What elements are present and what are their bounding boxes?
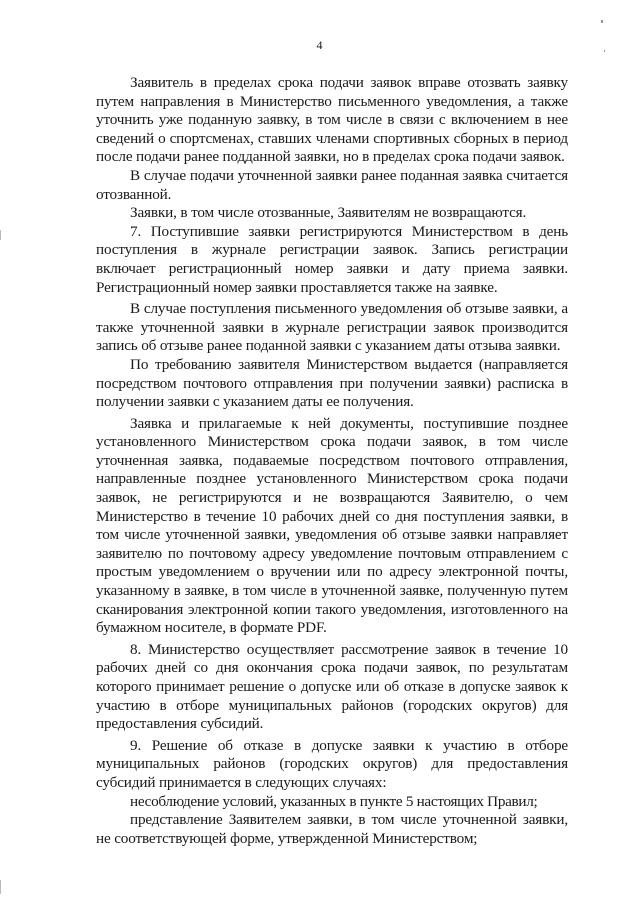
paragraph-refined-application: В случае подачи уточненной заявки ранее поданная заявка считается отозванной.: [96, 166, 568, 203]
scan-artifact: [0, 880, 1, 894]
page-number: 4: [316, 38, 323, 52]
paragraph-reason-conditions: несоблюдение условий, указанных в пункте 5 настоящих Правил;: [130, 792, 538, 810]
paragraph-not-returned: Заявки, в том числе отозванные, Заявителям не возвращаются.: [130, 204, 527, 222]
scan-artifact: [601, 20, 603, 23]
paragraph-item-7: 7. Поступившие заявки регистрируются Министерством в день поступления в журнале регистрации заявок. Запись регистрации включает регистрационный номер заявки и дату приема заявки. Регистрационный номер заявки проставляется также на заявке.: [96, 222, 568, 296]
paragraph-item-8: 8. Министерство осуществляет рассмотрение заявок в течение 10 рабочих дней со дня окончания срока подачи заявок, по результатам которого принимает решение о допуске или об отказе в допуске заявок к участию в отборе муниципальных районов (городских округов) для предоставления субсидий.: [96, 640, 568, 733]
paragraph-withdrawal-record: В случае поступления письменного уведомления об отзыве заявки, а также уточненной заявки в журнале регистрации заявок производится запись об отзыве ранее поданной заявки с указанием даты отзыва заявки.: [96, 300, 568, 355]
document-body: [96, 74, 568, 848]
paragraph-withdrawal: Заявитель в пределах срока подачи заявок вправе отозвать заявку путем направления в Министерство письменного уведомления, а также уточнить уже поданную заявку, в том числе в связи с включением в нее сведений о спортсменах, ставших членами спортивных сборных в период после подачи ранее подданной заявки, но в пределах срока подачи заявок.: [96, 74, 568, 166]
scan-artifact: [0, 230, 1, 240]
paragraph-late-applications: Заявка и прилагаемые к ней документы, поступившие позднее установленного Министерством срока подачи заявок, в том числе уточненная заявка, подаваемые посредством почтового отправления, направленные позднее установленного Министерством срока подачи заявок, не регистрируются и не возвращаются Заявителю, о чем Министерство в течение 10 рабочих дней со дня поступления заявки, в том числе уточненной заявки, уведомления об отзыве заявки направляет заявителю по почтовому адресу уведомление почтовым отправлением с простым уведомлением о вручении или по адресу электронной почты, указанному в заявке, в том числе в уточненной заявке, полученную путем сканирования электронной копии такого уведомления, изготовленного на бумажном носителе, в формате PDF.: [96, 414, 568, 637]
paragraph-receipt: По требованию заявителя Министерством выдается (направляется посредством почтового отправления при получении заявки) расписка в получении заявки с указанием даты ее получения.: [96, 355, 568, 411]
paragraph-item-9: 9. Решение об отказе в допуске заявки к участию в отборе муниципальных районов (городских округов) для предоставления субсидий принимается в следующих случаях:: [96, 736, 568, 791]
paragraph-reason-form: представление Заявителем заявки, в том числе уточненной заявки, не соответствующей форме, утвержденной Министерством;: [96, 811, 568, 847]
